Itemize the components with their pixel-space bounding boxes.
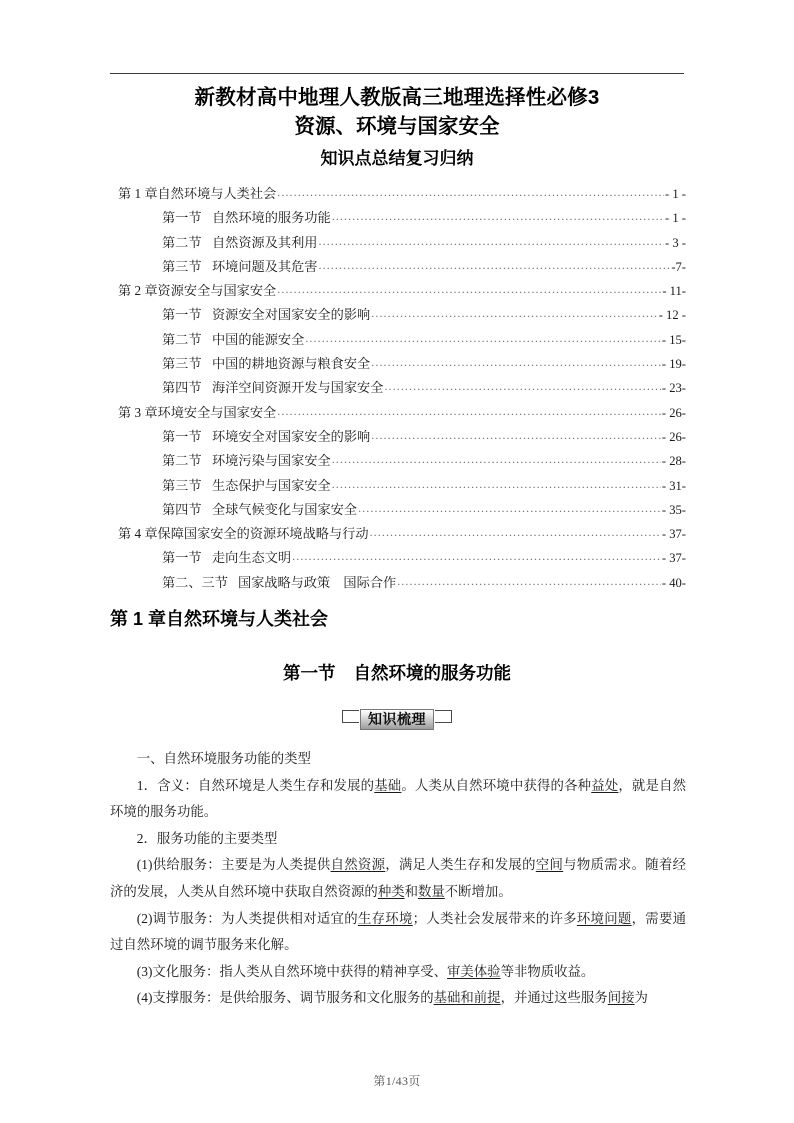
toc-entry[interactable] [118, 182, 686, 206]
toc-dot-leader [277, 400, 661, 423]
body-item-1 [110, 773, 686, 826]
toc-entry-section: 第二节 [162, 234, 202, 250]
toc-dot-leader [397, 570, 661, 593]
p4-underline-b: 间接 [607, 990, 635, 1006]
page-subtitle-secondary: 知识点总结复习归纳 [320, 149, 474, 168]
toc-entry[interactable] [118, 474, 686, 498]
bracket-left-icon [342, 710, 359, 723]
toc-dot-leader [319, 254, 671, 277]
toc-entry-label [162, 546, 291, 569]
body-paragraph-2 [110, 906, 686, 959]
toc-entry-title: 环境污染与国家安全 [212, 453, 331, 469]
chapter-heading: 第 1 章自然环境与人类社会 [110, 609, 329, 629]
body-paragraph-4 [110, 985, 686, 1012]
toc-entry-title: 生态保护与国家安全 [212, 477, 331, 493]
toc-entry[interactable] [118, 571, 686, 595]
p3-label: (3)文化服务： [136, 963, 220, 979]
toc-entry-section: 第三节 [162, 477, 202, 493]
p1-underline-a: 自然资源 [330, 857, 386, 873]
p3-text-b: 等非物质收益。 [500, 963, 595, 979]
toc-dot-leader [371, 424, 661, 447]
toc-entry-section: 第三节 [162, 356, 202, 372]
toc-entry[interactable] [118, 231, 686, 255]
toc-entry-page: - 23- [661, 381, 686, 396]
toc-entry-page: -7- [671, 259, 686, 274]
toc-entry-label [162, 303, 370, 326]
section-heading [0, 660, 794, 685]
toc-entry[interactable] [118, 449, 686, 473]
toc-dot-leader [370, 521, 661, 544]
toc-entry[interactable] [118, 352, 686, 376]
toc-entry-page: - 26- [661, 429, 686, 444]
p1-underline-b: 空间 [535, 857, 564, 873]
p2-text-b: ；人类社会发展带来的许多 [412, 910, 577, 926]
section-title: 自然环境的服务功能 [353, 663, 511, 683]
p1-underline-c: 种类 [377, 883, 405, 899]
toc-entry-title: 自然资源及其利用 [212, 234, 318, 250]
toc-entry-section: 第四节 [162, 501, 202, 517]
toc-entry[interactable] [118, 425, 686, 449]
p4-text-c: 为 [634, 990, 648, 1006]
toc-entry-title: 全球气候变化与国家安全 [212, 501, 358, 517]
p1-text-d: 和 [404, 883, 418, 899]
header-rule [110, 73, 684, 74]
toc-entry-page: - 12 - [658, 308, 686, 323]
toc-entry-label [118, 279, 276, 302]
toc-entry-title: 第 3 章环境安全与国家安全 [118, 404, 277, 420]
toc-entry[interactable] [118, 206, 686, 230]
toc-entry-title: 环境安全对国家安全的影响 [212, 428, 371, 444]
toc-dot-leader [277, 278, 661, 301]
toc-entry-label [162, 571, 396, 594]
toc-entry-page: - 35- [661, 502, 686, 517]
body-content [110, 746, 686, 1012]
item-2-label: 2．服务功能的主要类型 [136, 830, 278, 846]
toc-entry-title: 海洋空间资源开发与国家安全 [212, 380, 384, 396]
toc-entry-label [162, 352, 370, 375]
p4-underline-a: 基础和前提 [433, 990, 501, 1006]
toc-entry-page: - 15- [661, 332, 686, 347]
toc-entry-section: 第三节 [162, 258, 202, 274]
knowledge-banner-wrap [0, 709, 794, 730]
toc-entry-section: 第一节 [162, 428, 202, 444]
p2-text-c: ，需要通过自然环境的调节服务来化解。 [110, 910, 687, 953]
toc-entry-section: 第二、三节 [162, 574, 228, 590]
toc-entry-page: - 3 - [665, 235, 686, 250]
toc-entry-label [118, 401, 276, 424]
toc-entry-page: - 37- [661, 551, 686, 566]
page-footer [0, 1072, 794, 1089]
body-item-2 [110, 826, 686, 853]
page-subtitle: 资源、环境与国家安全 [294, 115, 500, 138]
toc-entry-label [162, 328, 304, 351]
body-heading-1 [110, 746, 686, 773]
toc-entry-label [162, 498, 357, 521]
toc-entry-title: 中国的耕地资源与粮食安全 [212, 356, 371, 372]
toc-entry-label [162, 255, 318, 278]
page-number-indicator: 第1/43页 [373, 1074, 421, 1088]
toc-entry-page: - 37- [661, 527, 686, 542]
toc-dot-leader [332, 205, 664, 228]
page-title: 新教材高中地理人教版高三地理选择性必修3 [194, 86, 600, 109]
item-1-label: 1．含义： [136, 777, 198, 793]
toc-entry-section: 第二节 [162, 453, 202, 469]
toc-entry[interactable] [118, 546, 686, 570]
toc-entry-label [162, 474, 331, 497]
table-of-contents [118, 182, 686, 595]
item-1-underline-a: 基础 [374, 777, 402, 793]
p3-text-a: 指人类从自然环境中获得的精神享受、 [219, 963, 448, 979]
toc-entry-page: - 1 - [665, 211, 686, 226]
toc-entry-page: - 26- [661, 405, 686, 420]
toc-dot-leader [319, 230, 665, 253]
toc-entry-title: 环境问题及其危害 [212, 258, 318, 274]
p4-text-a: 是供给服务、调节服务和文化服务的 [219, 990, 434, 1006]
knowledge-banner [342, 709, 452, 730]
toc-dot-leader [371, 302, 657, 325]
body-paragraph-3 [110, 959, 686, 986]
p2-underline-a: 生存环境 [357, 910, 413, 926]
toc-dot-leader [384, 375, 660, 398]
toc-entry[interactable] [118, 279, 686, 303]
toc-entry[interactable] [118, 522, 686, 546]
toc-entry-section: 第二节 [162, 331, 202, 347]
toc-entry-section: 第四节 [162, 380, 202, 396]
p4-text-b: ，并通过这些服务 [500, 990, 608, 1006]
toc-entry-section: 第一节 [162, 550, 202, 566]
toc-entry-label [162, 231, 318, 254]
toc-entry-page: - 19- [661, 357, 686, 372]
p1-label: (1)供给服务： [136, 857, 222, 873]
body-paragraph-1 [110, 852, 686, 905]
toc-dot-leader [277, 181, 664, 204]
item-1-text-a: 自然环境是人类生存和发展的 [197, 777, 375, 793]
body-heading-1-text: 一、自然环境服务功能的类型 [136, 751, 311, 766]
toc-entry-label [162, 206, 331, 229]
toc-entry-title: 第 1 章自然环境与人类社会 [118, 186, 277, 201]
p2-underline-b: 环境问题 [576, 910, 632, 926]
item-1-underline-b: 益处 [591, 777, 619, 793]
p1-text-e: 不断增加。 [444, 883, 512, 899]
toc-dot-leader [332, 448, 661, 471]
toc-entry-label [118, 182, 276, 205]
toc-entry-section: 第一节 [162, 307, 202, 323]
p4-label: (4)支撑服务： [136, 990, 220, 1006]
toc-entry[interactable] [118, 401, 686, 425]
item-1-text-c: ，就是自然环境的服务功能。 [110, 777, 686, 820]
toc-entry-label [162, 449, 331, 472]
toc-entry[interactable] [118, 255, 686, 279]
p1-underline-d: 数量 [417, 883, 445, 899]
p1-text-c: 与物质需求。随着经济的发展，人类从自然环境中获取自然资源的 [110, 857, 687, 899]
toc-entry-page: - 28- [661, 454, 686, 469]
toc-dot-leader [292, 545, 661, 568]
p3-underline-a: 审美体验 [447, 963, 501, 979]
bracket-right-icon [435, 710, 452, 723]
toc-entry-page: - 11- [662, 284, 686, 299]
item-1-text-b: 。人类从自然环境中获得的各种 [401, 777, 592, 793]
toc-entry-title: 自然环境的服务功能 [212, 210, 331, 226]
toc-entry[interactable] [118, 376, 686, 400]
toc-entry-title: 第 4 章保障国家安全的资源环境战略与行动 [118, 526, 369, 542]
p1-text-b: ，满足人类生存和发展的 [385, 857, 536, 873]
toc-entry-label [118, 522, 369, 545]
toc-dot-leader [358, 497, 661, 520]
toc-entry-title: 资源安全对国家安全的影响 [212, 307, 371, 323]
toc-entry-title: 走向生态文明 [212, 550, 292, 566]
toc-entry-title: 第 2 章资源安全与国家安全 [118, 283, 277, 299]
toc-entry-label [162, 425, 370, 448]
toc-entry-page: - 1 - [665, 187, 686, 201]
toc-dot-leader [305, 327, 661, 350]
cover-title-block [0, 84, 794, 174]
p2-label: (2)调节服务： [136, 910, 222, 926]
knowledge-banner-label: 知识梳理 [360, 709, 434, 730]
toc-entry-page: - 40- [661, 575, 686, 590]
toc-dot-leader [371, 351, 661, 374]
toc-entry[interactable] [118, 498, 686, 522]
toc-entry-page: - 31- [661, 478, 686, 493]
toc-dot-leader [332, 473, 661, 496]
toc-entry-title: 中国的能源安全 [212, 331, 305, 347]
toc-entry-title: 国家战略与政策 国际合作 [237, 574, 397, 590]
p2-text-a: 为人类提供相对适宜的 [221, 910, 358, 926]
toc-entry[interactable] [118, 328, 686, 352]
toc-entry-label [162, 376, 383, 399]
toc-entry[interactable] [118, 303, 686, 327]
toc-entry-section: 第一节 [162, 210, 202, 226]
p1-text-a: 主要是为人类提供 [221, 857, 331, 873]
section-number: 第一节 [283, 663, 336, 683]
